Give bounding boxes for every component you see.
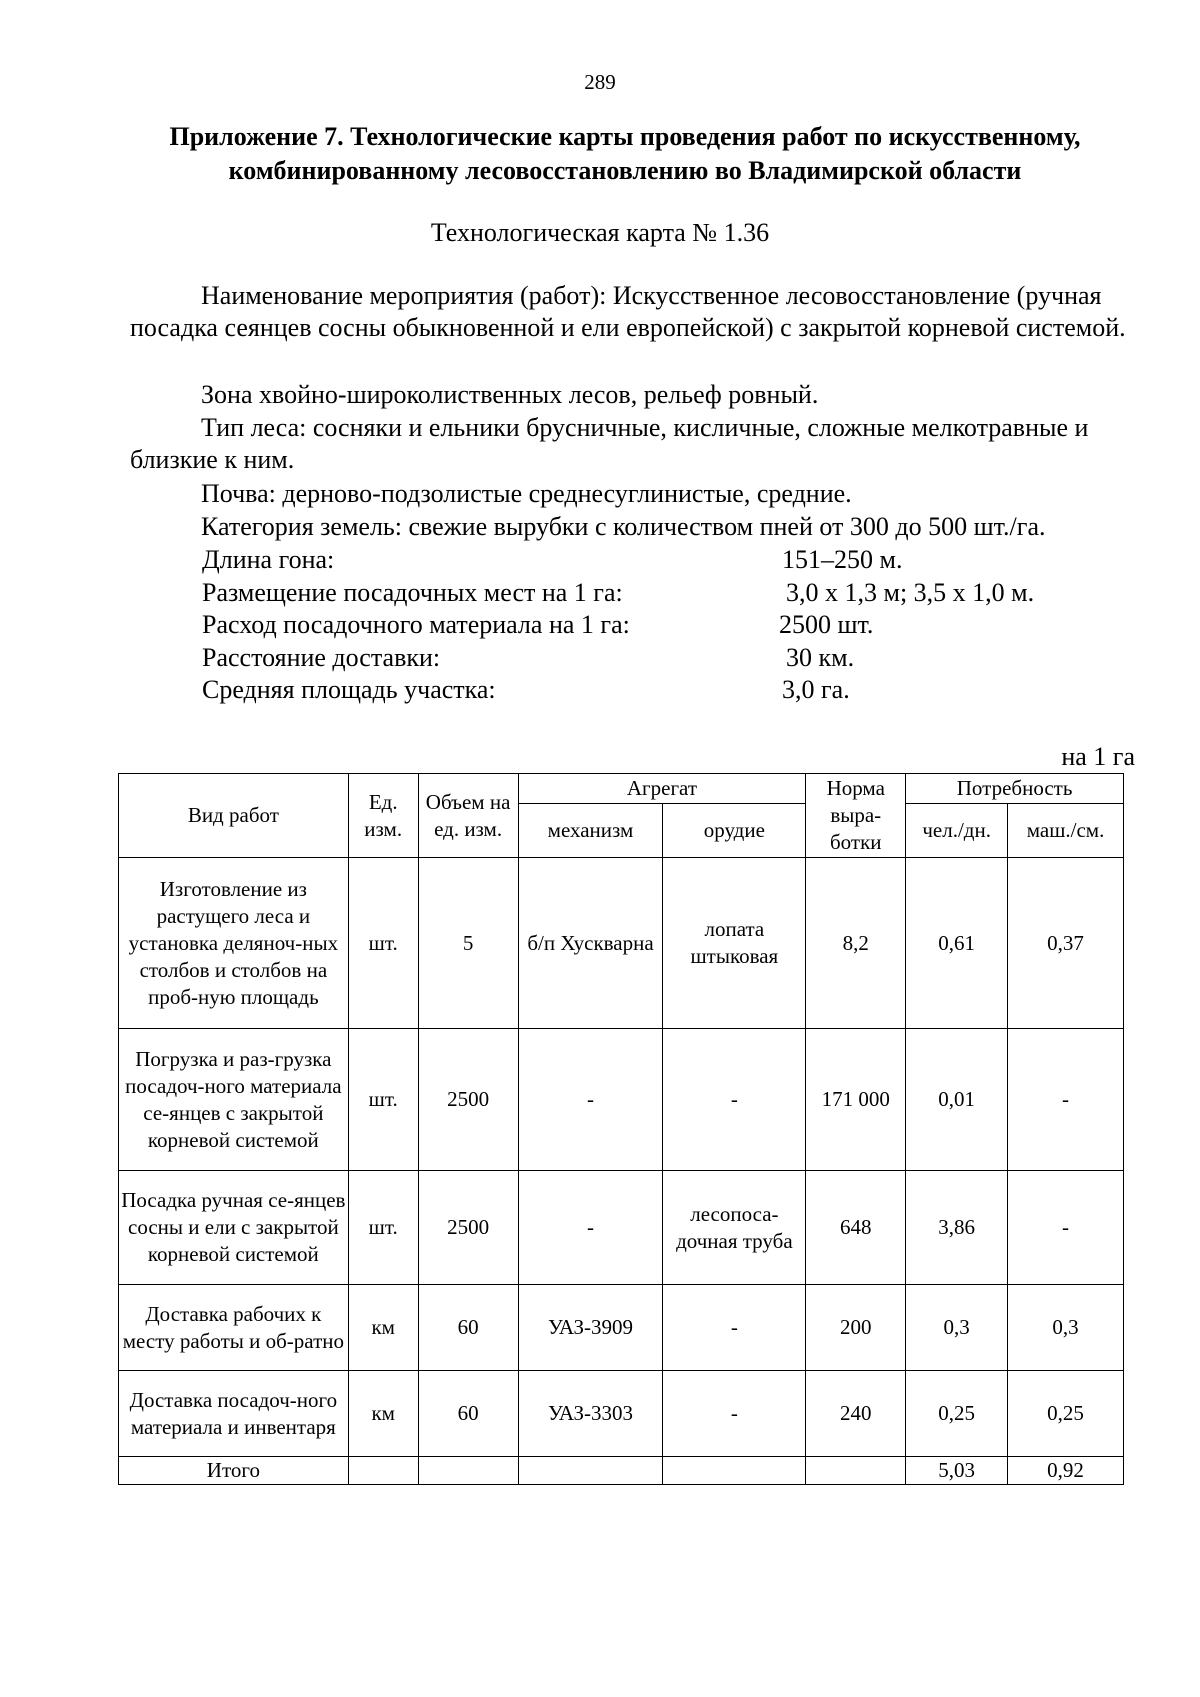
cell-tool: лопата штыковая xyxy=(663,858,806,1029)
cell-volume: 60 xyxy=(418,1371,518,1457)
appendix-title xyxy=(120,120,1130,188)
cell-unit: шт. xyxy=(348,858,418,1029)
cell-machine-shifts: 0,25 xyxy=(1008,1371,1124,1457)
works-table xyxy=(118,773,1124,1485)
cell-norm: 8,2 xyxy=(806,858,906,1029)
cell-machine-shifts: - xyxy=(1008,1029,1124,1171)
cell-person-days: 3,86 xyxy=(906,1171,1008,1285)
header-person-days: чел./дн. xyxy=(906,804,1008,858)
cell-machine-shifts: 0,37 xyxy=(1008,858,1124,1029)
header-need: Потребность xyxy=(906,774,1124,804)
cell-empty xyxy=(663,1457,806,1485)
zone-paragraph: Зона хвойно-широколиственных лесов, рельеф ровный. xyxy=(201,380,819,409)
header-work-type: Вид работ xyxy=(119,774,349,858)
cell-empty xyxy=(348,1457,418,1485)
param-value: 2500 шт. xyxy=(779,610,874,639)
tech-card-title: Технологическая карта № 1.36 xyxy=(430,218,770,247)
appendix-title-line-1: Приложение 7. Технологические карты проведения работ по искусственному, xyxy=(169,122,1081,151)
param-value: 30 км. xyxy=(786,643,855,672)
cell-norm: 171 000 xyxy=(806,1029,906,1171)
cell-mechanism: УАЗ-3909 xyxy=(518,1285,663,1371)
cell-empty xyxy=(806,1457,906,1485)
activity-paragraph: Наименование мероприятия (работ): Искусственное лесовосстановление (ручная посадка сеянцев сосны обыкновенной и ели европейской) с закрытой корневой системой. xyxy=(130,281,1126,342)
param-value: 3,0 х 1,3 м; 3,5 х 1,0 м. xyxy=(786,578,1035,607)
header-volume: Объем на ед. изм. xyxy=(418,774,518,858)
cell-person-days: 0,25 xyxy=(906,1371,1008,1457)
cell-total-machine-shifts: 0,92 xyxy=(1008,1457,1124,1485)
cell-unit: шт. xyxy=(348,1171,418,1285)
table-total-row xyxy=(119,1457,1124,1485)
cell-person-days: 0,3 xyxy=(906,1285,1008,1371)
header-unit: Ед. изм. xyxy=(348,774,418,858)
page-number: 289 xyxy=(584,70,616,94)
param-label: Длина гона: xyxy=(202,545,335,574)
cell-unit: км xyxy=(348,1285,418,1371)
cell-work: Доставка рабочих к месту работы и об-ратно xyxy=(119,1285,349,1371)
cell-machine-shifts: - xyxy=(1008,1171,1124,1285)
header-norm: Норма выра-ботки xyxy=(806,774,906,858)
param-row-area xyxy=(202,674,1102,706)
param-row-distance xyxy=(202,642,1102,674)
param-row-length xyxy=(202,544,1102,576)
cell-work: Изготовление из растущего леса и установка деляноч-ных столбов и столбов на проб-ную площадь xyxy=(119,858,349,1029)
cell-norm: 240 xyxy=(806,1371,906,1457)
cell-norm: 200 xyxy=(806,1285,906,1371)
cell-unit: км xyxy=(348,1371,418,1457)
cell-work: Доставка посадоч-ного материала и инвентаря xyxy=(119,1371,349,1457)
cell-tool: - xyxy=(663,1371,806,1457)
table-row xyxy=(119,858,1124,1029)
unit-note: на 1 га xyxy=(1061,742,1135,771)
header-machine-shifts: маш./см. xyxy=(1008,804,1124,858)
cell-norm: 648 xyxy=(806,1171,906,1285)
soil-paragraph: Почва: дерново-подзолистые среднесуглинистые, средние. xyxy=(201,479,852,508)
cell-empty xyxy=(518,1457,663,1485)
cell-empty xyxy=(418,1457,518,1485)
header-tool: орудие xyxy=(663,804,806,858)
param-label: Расстояние доставки: xyxy=(202,643,441,672)
cell-volume: 2500 xyxy=(418,1029,518,1171)
table-row xyxy=(119,1029,1124,1171)
forest-type-paragraph: Тип леса: сосняки и ельники брусничные, кисличные, сложные мелкотравные и близкие к ним. xyxy=(130,413,1089,474)
cell-tool: лесопоса-дочная труба xyxy=(663,1171,806,1285)
cell-mechanism: б/п Хускварна xyxy=(518,858,663,1029)
cell-tool: - xyxy=(663,1285,806,1371)
table-row xyxy=(119,1371,1124,1457)
cell-unit: шт. xyxy=(348,1029,418,1171)
cell-tool: - xyxy=(663,1029,806,1171)
param-label: Размещение посадочных мест на 1 га: xyxy=(202,578,623,607)
param-value: 151–250 м. xyxy=(782,545,903,574)
param-label: Расход посадочного материала на 1 га: xyxy=(202,610,630,639)
cell-volume: 60 xyxy=(418,1285,518,1371)
param-row-placement xyxy=(202,577,1102,609)
cell-person-days: 0,01 xyxy=(906,1029,1008,1171)
param-row-consumption xyxy=(202,609,1102,641)
table-row xyxy=(119,1171,1124,1285)
cell-mechanism: УАЗ-3303 xyxy=(518,1371,663,1457)
cell-mechanism: - xyxy=(518,1171,663,1285)
cell-total-person-days: 5,03 xyxy=(906,1457,1008,1485)
cell-volume: 5 xyxy=(418,858,518,1029)
cell-volume: 2500 xyxy=(418,1171,518,1285)
table-row xyxy=(119,1285,1124,1371)
param-label: Средняя площадь участка: xyxy=(202,675,496,704)
cell-machine-shifts: 0,3 xyxy=(1008,1285,1124,1371)
header-aggregate: Агрегат xyxy=(518,774,806,804)
cell-person-days: 0,61 xyxy=(906,858,1008,1029)
cell-mechanism: - xyxy=(518,1029,663,1171)
land-category-paragraph: Категория земель: свежие вырубки с количеством пней от 300 до 500 шт./га. xyxy=(201,512,1046,541)
appendix-title-line-2: комбинированному лесовосстановлению во Владимирской области xyxy=(228,156,1022,185)
header-mechanism: механизм xyxy=(518,804,663,858)
cell-work: Посадка ручная се-янцев сосны и ели с закрытой корневой системой xyxy=(119,1171,349,1285)
cell-work: Погрузка и раз-грузка посадоч-ного материала се-янцев с закрытой корневой системой xyxy=(119,1029,349,1171)
cell-total-label: Итого xyxy=(119,1457,349,1485)
param-value: 3,0 га. xyxy=(782,675,850,704)
